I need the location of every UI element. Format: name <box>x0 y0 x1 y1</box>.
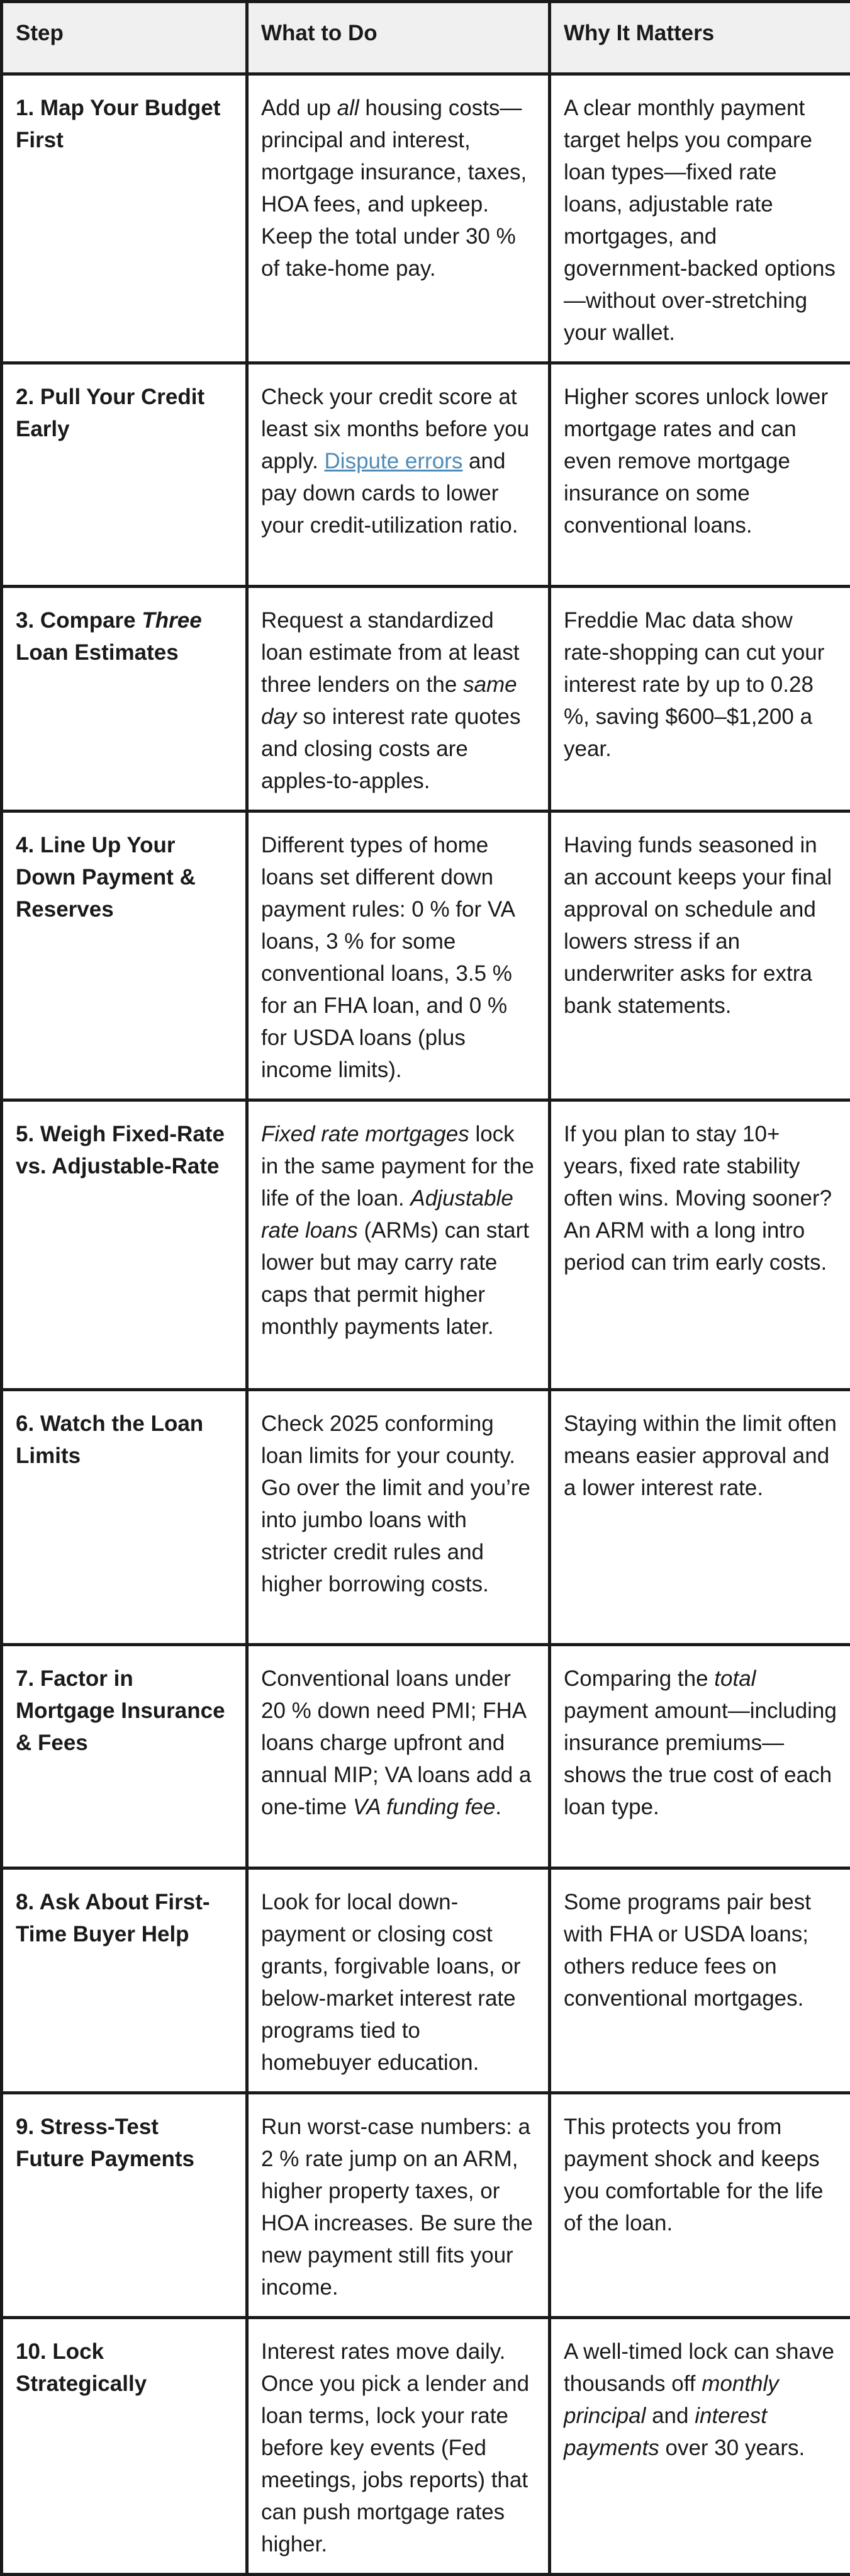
cell-text: Run worst-case numbers: a 2 % rate jump on an ARM, higher property taxes, or HOA increases. Be sure the new payment still fits your income. <box>261 2115 533 2300</box>
table-body <box>2 74 850 2575</box>
why-it-matters-cell <box>550 587 850 811</box>
table-row <box>2 2318 850 2575</box>
table-row <box>2 74 850 363</box>
what-to-do-cell <box>247 363 550 587</box>
table-row <box>2 811 850 1100</box>
cell-text: A well-timed lock can shave thousands off <box>564 2339 834 2396</box>
cell-text: over 30 years. <box>659 2436 805 2460</box>
cell-text: Request a standardized loan estimate from at least three lenders on the <box>261 608 519 697</box>
cell-text: 6. Watch the Loan Limits <box>16 1411 203 1468</box>
step-cell <box>2 811 247 1100</box>
cell-text: Some programs pair best with FHA or USDA loans; others reduce fees on conventional mortgages. <box>564 1890 811 2011</box>
table-header <box>2 2 850 74</box>
table-row <box>2 1868 850 2093</box>
why-it-matters-cell <box>550 1868 850 2093</box>
cell-text: 7. Factor in Mortgage Insurance & Fees <box>16 1666 225 1755</box>
cell-text: lock in the same payment for the life of the loan. <box>261 1122 534 1211</box>
what-to-do-cell <box>247 1868 550 2093</box>
table-row <box>2 363 850 587</box>
cell-text: 9. Stress-Test Future Payments <box>16 2115 194 2171</box>
step-cell <box>2 1868 247 2093</box>
emphasis-text: all <box>337 96 359 120</box>
emphasis-text: Adjustable rate loans <box>261 1186 513 1243</box>
table-row <box>2 2093 850 2318</box>
dispute-errors-link[interactable]: Dispute errors <box>325 449 463 473</box>
cell-text: Comparing the <box>564 1666 714 1691</box>
what-to-do-cell <box>247 811 550 1100</box>
cell-text: Look for local down-payment or closing cost grants, forgivable loans, or below-market interest rate programs tied to homebuyer education. <box>261 1890 520 2075</box>
emphasis-text: interest payments <box>564 2404 767 2460</box>
cell-text: Interest rates move daily. Once you pick a lender and loan terms, lock your rate before key events (Fed meetings, jobs reports) that can push mortgage rates higher. <box>261 2339 529 2556</box>
what-to-do-cell <box>247 1100 550 1390</box>
cell-text: so interest rate quotes and closing costs are apples-to-apples. <box>261 704 520 793</box>
why-it-matters-cell <box>550 1645 850 1868</box>
why-it-matters-cell <box>550 1100 850 1390</box>
cell-text: Check your credit score at least six months before you apply. <box>261 385 529 473</box>
header-row <box>2 2 850 74</box>
step-cell <box>2 1645 247 1868</box>
header-what-to-do: What to Do <box>247 2 550 74</box>
step-cell <box>2 363 247 587</box>
what-to-do-cell <box>247 587 550 811</box>
cell-text: A clear monthly payment target helps you compare loan types—fixed rate loans, adjustable rate mortgages, and government-backed options—without over-stretching your wallet. <box>564 96 836 345</box>
cell-text: and pay down cards to lower your credit-utilization ratio. <box>261 449 518 538</box>
cell-text: Having funds seasoned in an account keeps your final approval on schedule and lowers stress if an underwriter asks for extra bank statements. <box>564 833 832 1018</box>
step-cell <box>2 2318 247 2575</box>
cell-text: 8. Ask About First-Time Buyer Help <box>16 1890 210 1946</box>
table-row <box>2 1390 850 1645</box>
cell-text: Add up <box>261 96 337 120</box>
step-cell <box>2 2093 247 2318</box>
cell-text: If you plan to stay 10+ years, fixed rate stability often wins. Moving sooner? An ARM with a long intro period can trim early costs. <box>564 1122 832 1275</box>
cell-text: Staying within the limit often means easier approval and a lower interest rate. <box>564 1411 837 1500</box>
cell-text: 3. Compare <box>16 608 142 633</box>
why-it-matters-cell <box>550 2318 850 2575</box>
step-cell <box>2 587 247 811</box>
why-it-matters-cell <box>550 811 850 1100</box>
cell-text: Different types of home loans set different down payment rules: 0 % for VA loans, 3 % for some conventional loans, 3.5 % for an FHA loan, and 0 % for USDA loans (plus income limits). <box>261 833 514 1082</box>
emphasis-text: VA funding fee <box>353 1795 495 1819</box>
emphasis-text: same day <box>261 672 517 729</box>
why-it-matters-cell <box>550 1390 850 1645</box>
cell-text: (ARMs) can start lower but may carry rate caps that permit higher monthly payments later. <box>261 1218 529 1339</box>
cell-text: payment amount—including insurance premiums—shows the true cost of each loan type. <box>564 1698 837 1819</box>
header-step: Step <box>2 2 247 74</box>
what-to-do-cell <box>247 74 550 363</box>
cell-text: 4. Line Up Your Down Payment & Reserves <box>16 833 196 922</box>
cell-text: Freddie Mac data show rate-shopping can cut your interest rate by up to 0.28 %, saving $600–$1,200 a year. <box>564 608 824 761</box>
step-cell <box>2 1390 247 1645</box>
table-row <box>2 587 850 811</box>
why-it-matters-cell <box>550 74 850 363</box>
what-to-do-cell <box>247 1390 550 1645</box>
cell-text: Higher scores unlock lower mortgage rates and can even remove mortgage insurance on some conventional loans. <box>564 385 828 538</box>
what-to-do-cell <box>247 2318 550 2575</box>
why-it-matters-cell <box>550 2093 850 2318</box>
cell-text: 1. Map Your Budget First <box>16 96 220 152</box>
emphasis-text: Three <box>142 608 201 633</box>
cell-text: This protects you from payment shock and keeps you comfortable for the life of the loan. <box>564 2115 823 2235</box>
emphasis-text: monthly principal <box>564 2371 779 2428</box>
why-it-matters-cell <box>550 363 850 587</box>
what-to-do-cell <box>247 1645 550 1868</box>
cell-text: . <box>495 1795 501 1819</box>
what-to-do-cell <box>247 2093 550 2318</box>
cell-text: and <box>646 2404 695 2428</box>
cell-text: Conventional loans under 20 % down need PMI; FHA loans charge upfront and annual MIP; VA loans add a one-time <box>261 1666 531 1819</box>
header-why-it-matters: Why It Matters <box>550 2 850 74</box>
cell-text: 5. Weigh Fixed-Rate vs. Adjustable-Rate <box>16 1122 225 1178</box>
emphasis-text: Fixed rate mortgages <box>261 1122 469 1146</box>
cell-text: 2. Pull Your Credit Early <box>16 385 204 441</box>
cell-text: Loan Estimates <box>16 640 179 665</box>
cell-text: 10. Lock Strategically <box>16 2339 147 2396</box>
step-cell <box>2 1100 247 1390</box>
emphasis-text: total <box>714 1666 756 1691</box>
table-row <box>2 1645 850 1868</box>
cell-text: Check 2025 conforming loan limits for your county. Go over the limit and you’re into jumbo loans with stricter credit rules and higher borrowing costs. <box>261 1411 530 1596</box>
step-cell <box>2 74 247 363</box>
cell-text: housing costs—principal and interest, mortgage insurance, taxes, HOA fees, and upkeep. Keep the total under 30 % of take-home pay. <box>261 96 527 281</box>
table-row <box>2 1100 850 1390</box>
